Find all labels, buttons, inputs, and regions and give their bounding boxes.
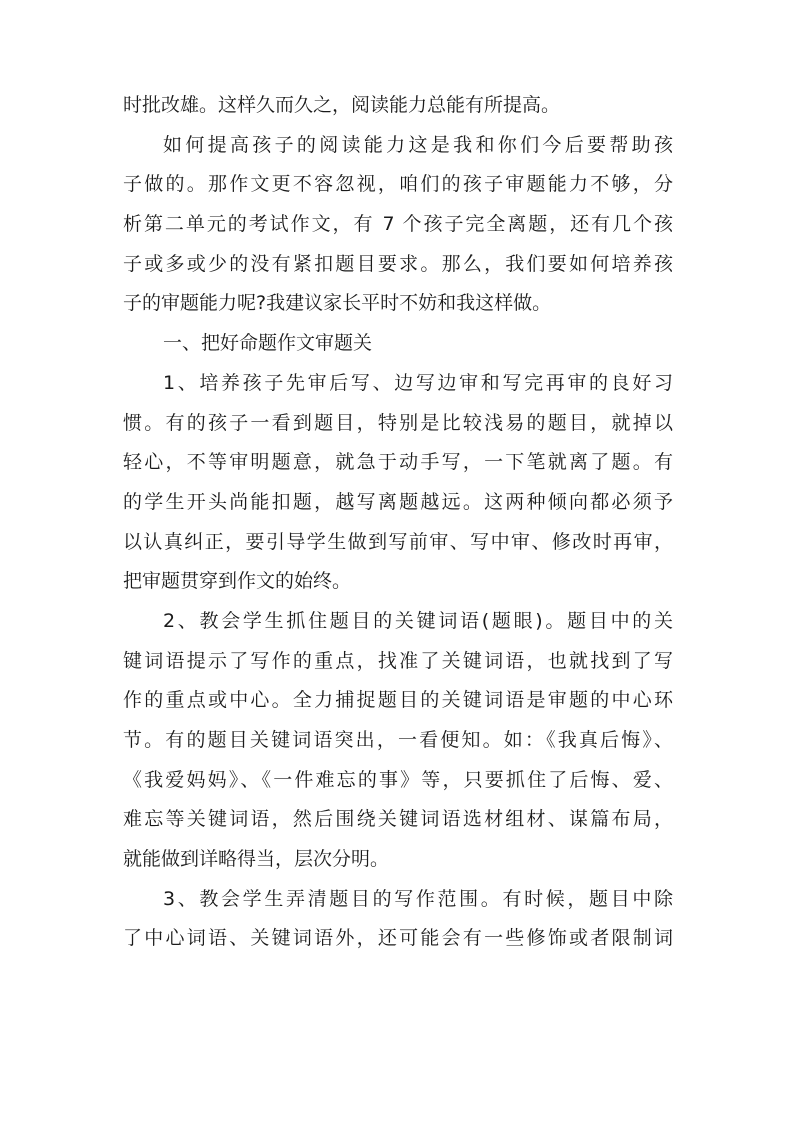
text-line: 的学生开头尚能扣题，越写离题越远。这两种倾向都必须予 — [123, 490, 673, 513]
text-line: 键词语提示了写作的重点，找准了关键词语，也就找到了写 — [123, 649, 673, 672]
text-line: 1、培养孩子先审后写、边写边审和写完再审的良好习 — [163, 371, 673, 394]
text-line: 子或多或少的没有紧扣题目要求。那么，我们要如何培养孩 — [123, 252, 673, 275]
text-line: 如何提高孩子的阅读能力这是我和你们今后要帮助孩 — [163, 133, 673, 156]
text-line: 节。有的题目关键词语突出，一看便知。如：《我真后悔》、 — [123, 729, 673, 751]
text-line: 2、教会学生抓住题目的关键词语(题眼)。题目中的关 — [163, 609, 673, 632]
text-line: 《我爱妈妈》、《一件难忘的事》等，只要抓住了后悔、爱、 — [123, 768, 673, 791]
text-line: 就能做到详略得当，层次分明。 — [123, 848, 390, 871]
document-body — [123, 86, 673, 959]
section-heading: 一、把好命题作文审题关 — [163, 332, 373, 355]
text-line: 轻心，不等审明题意，就急于动手写，一下笔就离了题。有 — [123, 451, 673, 474]
text-line: 惯。有的孩子一看到题目，特别是比较浅易的题目，就掉以 — [123, 411, 673, 434]
text-line: 把审题贯穿到作文的始终。 — [123, 570, 352, 593]
text-line: 子的审题能力呢?我建议家长平时不妨和我这样做。 — [123, 292, 552, 315]
text-line: 3、教会学生弄清题目的写作范围。有时候，题目中除 — [163, 887, 673, 910]
text-line: 了中心词语、关键词语外，还可能会有一些修饰或者限制词 — [123, 927, 673, 950]
text-line: 时批改雄。这样久而久之，阅读能力总能有所提高。 — [123, 94, 561, 116]
text-line: 作的重点或中心。全力捕捉题目的关键词语是审题的中心环 — [123, 689, 673, 712]
text-line: 子做的。那作文更不容忽视，咱们的孩子审题能力不够，分 — [123, 173, 673, 196]
text-line: 析第二单元的考试作文，有 7 个孩子完全离题，还有几个孩 — [123, 213, 673, 236]
text-line: 以认真纠正，要引导学生做到写前审、写中审、修改时再审， — [123, 530, 673, 553]
text-line: 难忘等关键词语，然后围绕关键词语选材组材、谋篇布局， — [123, 808, 673, 831]
